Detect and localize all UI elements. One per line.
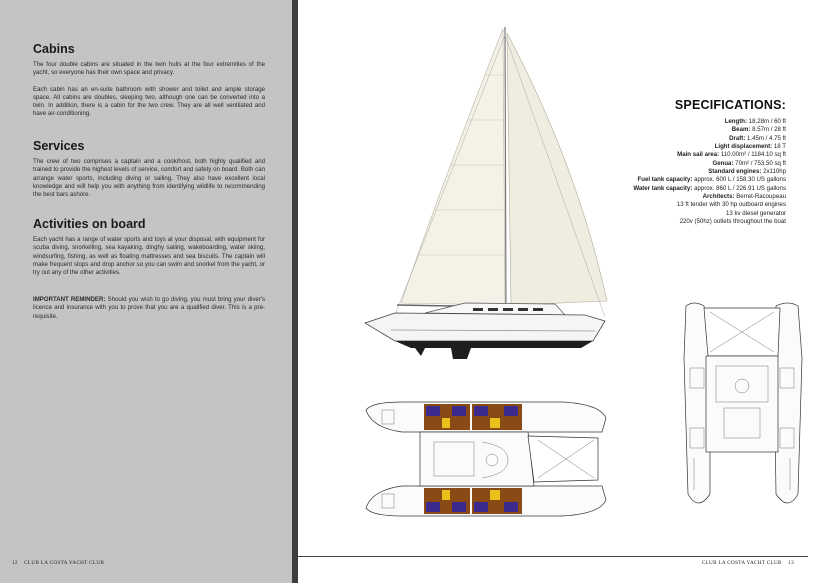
page-spine — [292, 0, 298, 583]
footer-rule — [298, 556, 808, 557]
specifications-heading: SPECIFICATIONS: — [674, 98, 786, 112]
spec-value: 8.57m / 28 ft — [750, 126, 786, 134]
spec-value: 220v (50hz) outlets throughout the boat — [679, 218, 786, 226]
spec-value: 2x110hp — [761, 168, 786, 176]
spec-label: Main sail area: — [677, 151, 720, 159]
spec-label: Fuel tank capacity: — [637, 176, 693, 184]
deck-plan-top-view-illustration — [680, 298, 806, 516]
spec-tender — [633, 201, 786, 209]
services-paragraph: The crew of two comprises a captain and a cook/host, both highly qualified and trained to provide the highest levels of service, comfort and safety on board. Both can arrange water sports, including diving or sailing. They also have excellent local knowledge and will help you with anything from identifying wildlife to recommending the best bars ashore. — [33, 158, 265, 199]
spec-architects — [633, 193, 786, 201]
spec-value: 70m² / 753.50 sq ft — [733, 159, 786, 167]
specifications-list — [633, 118, 786, 226]
cabins-bottom-hull — [424, 488, 522, 514]
cabins-paragraph-2: Each cabin has an en-suite bathroom with shower and toilet and ample storage space. All cabins are doubles, sleeping two, although one can be converted into a twin. In addition, there is a cabin for the two crew. They are all well ventilated and have air-conditioning. — [33, 85, 265, 118]
spec-label: Water tank capacity: — [633, 184, 693, 192]
spec-value: 13 ft tender with 30 hp outboard engines — [676, 201, 786, 209]
spec-label: Architects: — [702, 193, 735, 201]
plan-bridge-deck — [420, 432, 534, 486]
deck-bridge — [706, 356, 778, 452]
activities-heading: Activities on board — [33, 217, 146, 231]
spec-value: 18 T — [772, 143, 786, 151]
activities-section — [33, 217, 265, 277]
hull-bottom — [395, 341, 593, 348]
footer-right-page-number: CLUB LA COSTA YACHT CLUB 13 — [701, 560, 794, 566]
spec-label: Draft: — [729, 134, 746, 142]
spec-label: Length: — [724, 118, 748, 125]
cabins-heading: Cabins — [33, 42, 75, 56]
hull — [365, 313, 605, 341]
yacht-side-profile-illustration — [355, 25, 615, 365]
footer-left-page-number: 12 CLUB LA COSTA YACHT CLUB — [12, 560, 105, 566]
spec-beam — [633, 126, 786, 134]
spec-light-displacement — [633, 143, 786, 151]
spec-main-sail-area — [633, 151, 786, 159]
spec-genua — [633, 160, 786, 168]
cabins-top-hull — [424, 404, 522, 430]
spec-water-tank — [633, 185, 786, 193]
spec-standard-engines — [633, 168, 786, 176]
services-section — [33, 139, 265, 199]
spec-value: 1.45m / 4.75 ft — [745, 134, 786, 142]
rudder — [415, 348, 425, 356]
spec-outlets — [633, 218, 786, 226]
reminder-block — [33, 296, 265, 321]
reminder-text: Should you wish to go diving, you must bring your diver's licence and insurance with you to prove that you are a qualified diver. This is a pre-requisite. — [33, 296, 265, 320]
services-heading: Services — [33, 139, 85, 153]
spec-value: 13 kv diesel generator — [726, 209, 786, 217]
genoa-sail — [507, 33, 607, 305]
mast — [505, 27, 506, 315]
spec-draft — [633, 135, 786, 143]
reminder-paragraph — [33, 296, 265, 321]
specifications-block — [633, 98, 786, 226]
cabins-section — [33, 42, 265, 119]
spec-value: 110.00m² / 1184.10 sq ft — [719, 151, 786, 159]
spec-fuel-tank — [633, 176, 786, 184]
spec-generator — [633, 210, 786, 218]
cabins-paragraph-1: The four double cabins are situated in the twin hulls at the four extremities of the yacht, so everyone has their own space and privacy. — [33, 61, 265, 77]
spec-length — [633, 118, 786, 126]
spec-value: Berret-Racoupeau — [734, 193, 786, 201]
spec-value: approx. 600 L / 158.30 US gallons — [692, 176, 786, 184]
interior-layout-plan-illustration — [362, 398, 608, 520]
activities-paragraph: Each yacht has a range of water sports and toys at your disposal, with equipment for scuba diving, snorkelling, sea kayaking, dinghy sailing, wakeboarding, water skiing, windsurfing, fishing, as well as floating mattresses and sea biscuits. The captain will make frequent stops and drop anchor so you can swim and snorkel from the yacht, or try out any of the other activities. — [33, 236, 265, 277]
keel — [451, 348, 471, 359]
plan-trampoline — [528, 436, 598, 482]
spec-value: approx. 860 L / 226.91 US gallons — [692, 184, 786, 192]
spec-label: Light displacement: — [714, 143, 773, 151]
spec-label: Beam: — [731, 126, 751, 134]
spec-value: 18.28m / 60 ft — [747, 118, 786, 125]
spec-label: Genua: — [712, 159, 734, 167]
spec-label: Standard engines: — [708, 168, 762, 176]
reminder-label: IMPORTANT REMINDER: — [33, 296, 106, 303]
